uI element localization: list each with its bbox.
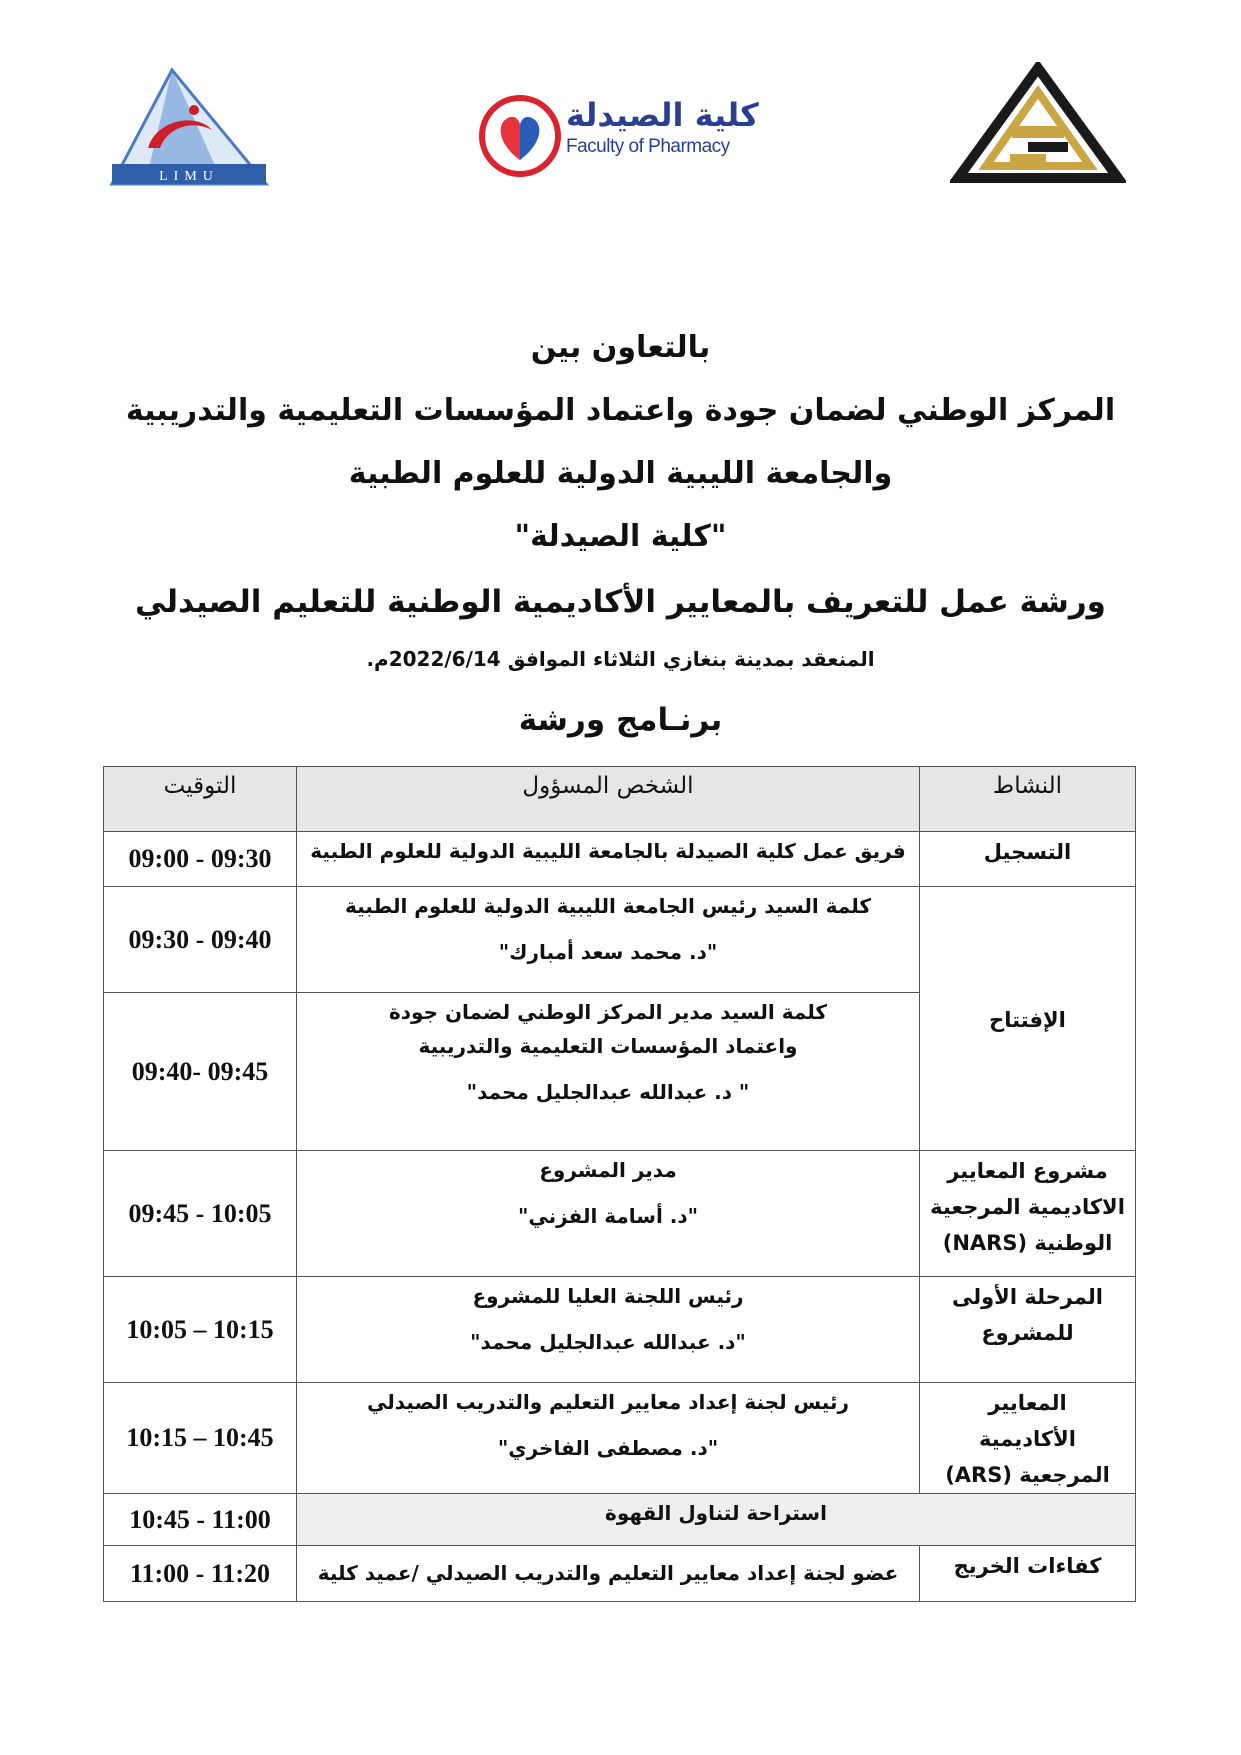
limu-logo-text: LIMU [159, 169, 219, 184]
time-cell: 09:00 - 09:30 [104, 832, 297, 887]
activity-cell [920, 887, 1136, 1151]
table-row-break [104, 1494, 1136, 1546]
person-role: كلمة السيد مدير المركز الوطني لضمان جودة واعتماد المؤسسات التعليمية والتدريبية [388, 1000, 828, 1058]
venue-date-line: المنعقد بمدينة بنغازي الثلاثاء الموافق 2022/6/14م. [366, 647, 875, 671]
time-cell: 10:45 - 11:00 [104, 1494, 297, 1546]
person-role: رئيس اللجنة العليا للمشروع [472, 1284, 744, 1308]
limu-logo [108, 62, 270, 188]
person-name: "د. عبدالله عبدالجليل محمد" [470, 1330, 746, 1354]
program-title: برنـامج ورشة [518, 702, 723, 738]
program-table [103, 766, 1136, 1602]
activity-text: الإفتتاح [989, 1007, 1066, 1032]
person-cell: عضو لجنة إعداد معايير التعليم والتدريب الصيدلي /عميد كلية [297, 1546, 920, 1602]
national-center-line: المركز الوطني لضمان جودة واعتماد المؤسسات التعليمية والتدريبية [125, 393, 1116, 428]
limu-triangle-icon [108, 62, 270, 188]
quality-center-logo [950, 62, 1126, 186]
break-cell: استراحة لتناول القهوة [297, 1494, 1136, 1546]
person-cell [297, 1383, 920, 1494]
person-name: "د. محمد سعد أمبارك" [498, 940, 718, 964]
quality-center-emblem-icon [950, 62, 1126, 186]
person-cell [297, 887, 920, 993]
activity-cell: التسجيل [920, 832, 1136, 887]
person-text: فريق عمل كلية الصيدلة بالجامعة الليبية الدولية للعلوم الطبية [310, 839, 906, 863]
faculty-name-english: Faculty of Pharmacy [566, 136, 730, 157]
person-name: " د. عبدالله عبدالجليل محمد" [466, 1080, 750, 1104]
header-person: الشخص المسؤول [297, 767, 920, 832]
person-cell [297, 1277, 920, 1383]
activity-cell: المعايير الأكاديمية المرجعية (ARS) [920, 1383, 1136, 1494]
person-name: "د. أسامة الفزني" [517, 1204, 699, 1228]
faculty-of-pharmacy-logo [478, 92, 759, 184]
person-role: مدير المشروع [539, 1158, 677, 1182]
person-cell [297, 993, 920, 1151]
person-role: رئيس لجنة إعداد معايير التعليم والتدريب الصيدلي [366, 1390, 849, 1414]
activity-cell: المرحلة الأولى للمشروع [920, 1277, 1136, 1383]
table-header-row [104, 767, 1136, 832]
collaboration-line: بالتعاون بين [530, 330, 711, 365]
table-row [104, 832, 1136, 887]
time-cell: 09:40- 09:45 [104, 993, 297, 1151]
person-role: كلمة السيد رئيس الجامعة الليبية الدولية للعلوم الطبية [345, 894, 871, 918]
person-cell [297, 832, 920, 887]
time-cell: 11:00 - 11:20 [104, 1546, 297, 1602]
table-row [104, 1546, 1136, 1602]
person-cell [297, 1151, 920, 1277]
time-cell: 10:05 – 10:15 [104, 1277, 297, 1383]
table-row [104, 1277, 1136, 1383]
pharmacy-heart-icon [478, 94, 562, 178]
activity-cell: كفاءات الخريج [920, 1546, 1136, 1602]
workshop-title: ورشة عمل للتعريف بالمعايير الأكاديمية الوطنية للتعليم الصيدلي [135, 584, 1106, 620]
university-line: والجامعة الليبية الدولية للعلوم الطبية [348, 456, 893, 491]
time-cell: 10:15 – 10:45 [104, 1383, 297, 1494]
person-name: "د. مصطفى الفاخري" [497, 1436, 719, 1460]
table-row [104, 887, 1136, 993]
faculty-name-arabic: كلية الصيدلة [566, 96, 759, 134]
time-cell: 09:30 - 09:40 [104, 887, 297, 993]
header-time: التوقيت [104, 767, 297, 832]
header-activity: النشاط [920, 767, 1136, 832]
faculty-line: "كلية الصيدلة" [514, 519, 727, 554]
activity-cell: مشروع المعايير الاكاديمية المرجعية الوطنية (NARS) [920, 1151, 1136, 1277]
table-row [104, 1151, 1136, 1277]
table-row [104, 1383, 1136, 1494]
time-cell: 09:45 - 10:05 [104, 1151, 297, 1277]
